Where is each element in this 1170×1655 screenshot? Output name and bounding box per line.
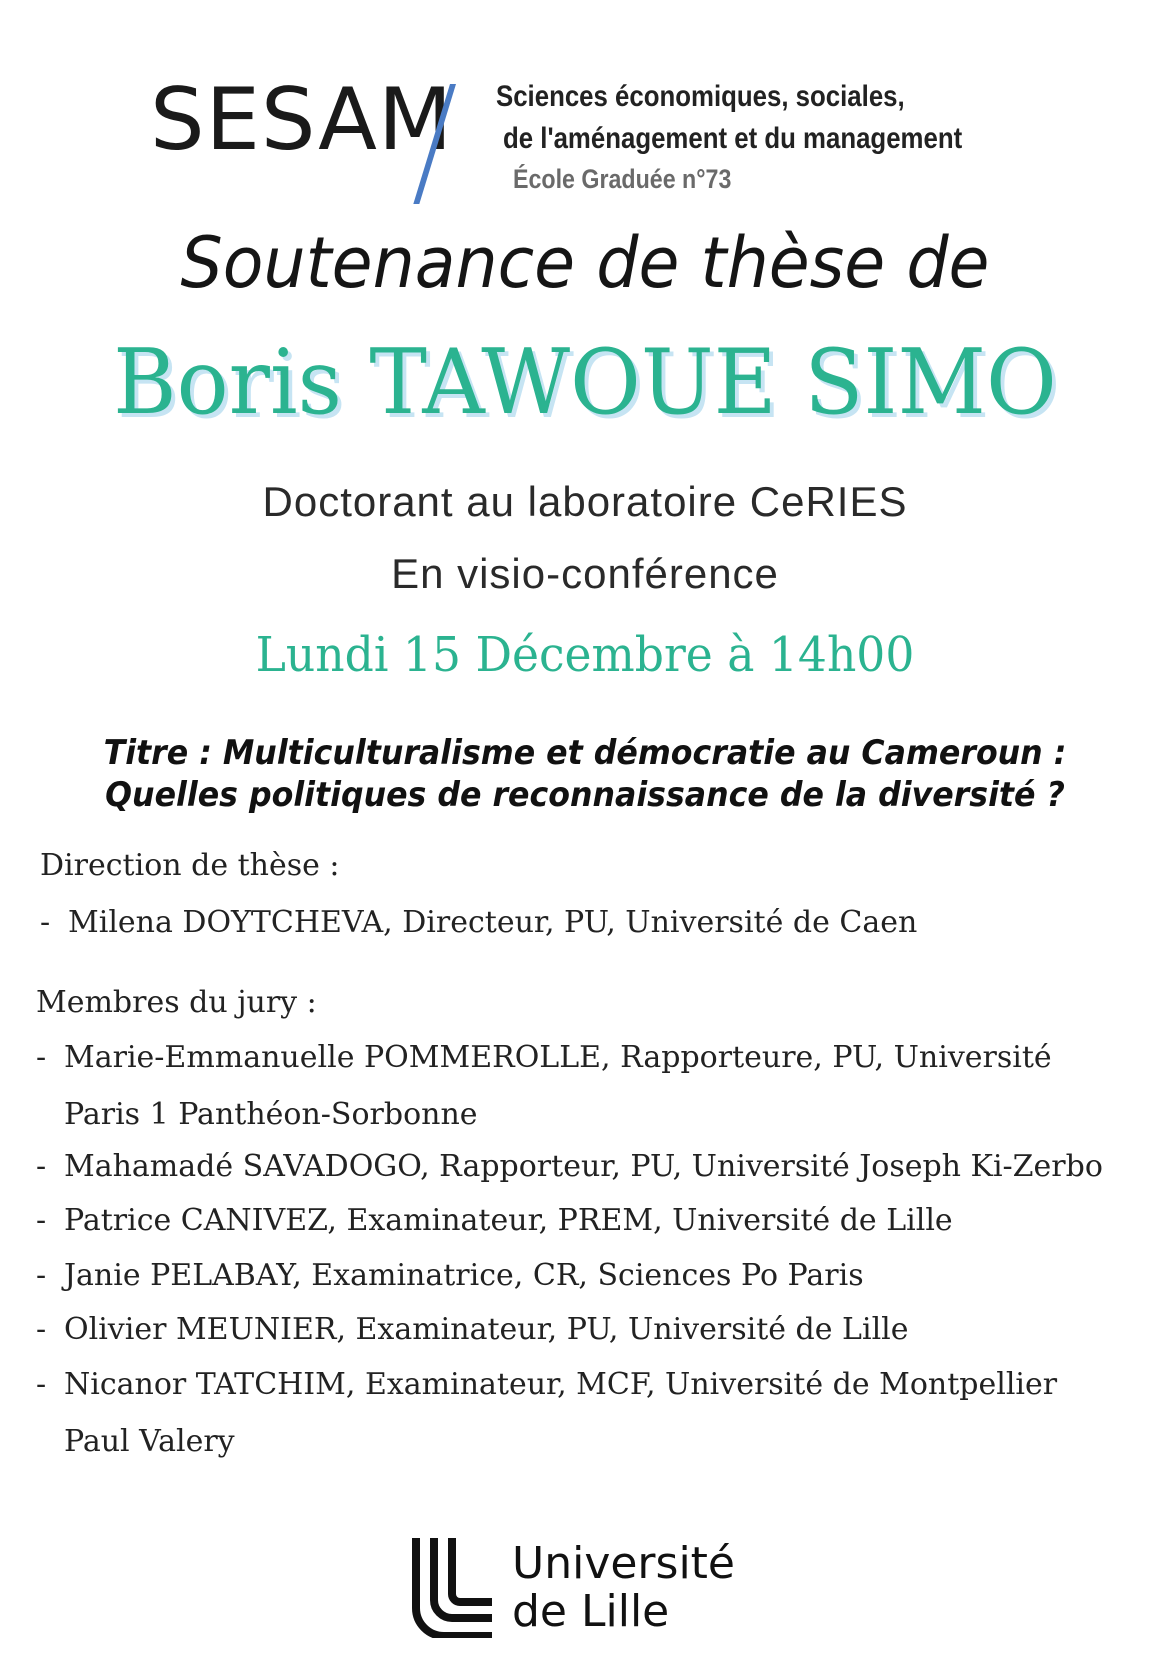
jury-item-text: Janie PELABAY, Examinatrice, CR, Sciences Po Paris bbox=[64, 1258, 864, 1293]
thesis-title-line-2: Quelles politiques de reconnaissance de la diversité ? bbox=[105, 775, 1065, 815]
thesis-title-line-1: Titre : Multiculturalisme et démocratie au Cameroun : bbox=[103, 733, 1067, 773]
defense-date: Lundi 15 Décembre à 14h00 bbox=[255, 627, 915, 683]
sesam-logo bbox=[150, 70, 963, 205]
list-dash: - bbox=[36, 1040, 47, 1075]
list-dash: - bbox=[36, 1367, 47, 1402]
jury-item-text: Mahamadé SAVADOGO, Rapporteur, PU, Université Joseph Ki-Zerbo bbox=[64, 1149, 1103, 1184]
jury-item bbox=[36, 1367, 1057, 1459]
candidate-role: Doctorant au laboratoire CeRIES bbox=[262, 478, 908, 525]
jury-item bbox=[36, 1203, 953, 1238]
jury-item-text: Nicanor TATCHIM, Examinateur, MCF, Université de Montpellier bbox=[64, 1367, 1058, 1402]
jury-heading: Membres du jury : bbox=[36, 985, 317, 1020]
list-dash: - bbox=[36, 1203, 47, 1238]
jury-item bbox=[36, 1149, 1103, 1184]
list-dash: - bbox=[36, 1149, 47, 1184]
candidate-name: Boris TAWOUE SIMO bbox=[113, 330, 1057, 435]
defense-mode: En visio-conférence bbox=[391, 550, 779, 597]
universite-de-lille-logo bbox=[412, 1538, 772, 1638]
list-dash: - bbox=[36, 1258, 47, 1293]
jury-item-text: Olivier MEUNIER, Examinateur, PU, Université de Lille bbox=[64, 1312, 909, 1347]
ulille-wordmark-line-2: de Lille bbox=[512, 1586, 670, 1637]
direction-item bbox=[40, 905, 917, 940]
jury-item bbox=[36, 1312, 909, 1347]
ulille-mark-icon bbox=[412, 1538, 492, 1638]
jury-item-continuation: Paul Valery bbox=[64, 1424, 235, 1459]
direction-heading: Direction de thèse : bbox=[40, 848, 340, 883]
list-dash: - bbox=[36, 1312, 47, 1347]
ulille-wordmark bbox=[512, 1540, 735, 1636]
direction-item-text: Milena DOYTCHEVA, Directeur, PU, Université de Caen bbox=[68, 905, 918, 940]
sesam-tagline-1: Sciences économiques, sociales, bbox=[496, 80, 905, 113]
sesam-wordmark: SESAM bbox=[150, 70, 454, 170]
intro-title: Soutenance de thèse de bbox=[180, 222, 990, 304]
jury-item bbox=[36, 1040, 1052, 1132]
sesam-tagline-2: de l'aménagement et du management bbox=[503, 122, 963, 155]
jury-item-text: Marie-Emmanuelle POMMEROLLE, Rapporteure, PU, Université bbox=[64, 1040, 1052, 1075]
list-dash: - bbox=[40, 905, 51, 940]
sesam-tagline-3: École Graduée n°73 bbox=[513, 164, 732, 194]
jury-item-continuation: Paris 1 Panthéon-Sorbonne bbox=[64, 1097, 478, 1132]
jury-item bbox=[36, 1258, 864, 1293]
ulille-wordmark-line-1: Université bbox=[512, 1538, 735, 1589]
jury-item-text: Patrice CANIVEZ, Examinateur, PREM, Université de Lille bbox=[64, 1203, 953, 1238]
